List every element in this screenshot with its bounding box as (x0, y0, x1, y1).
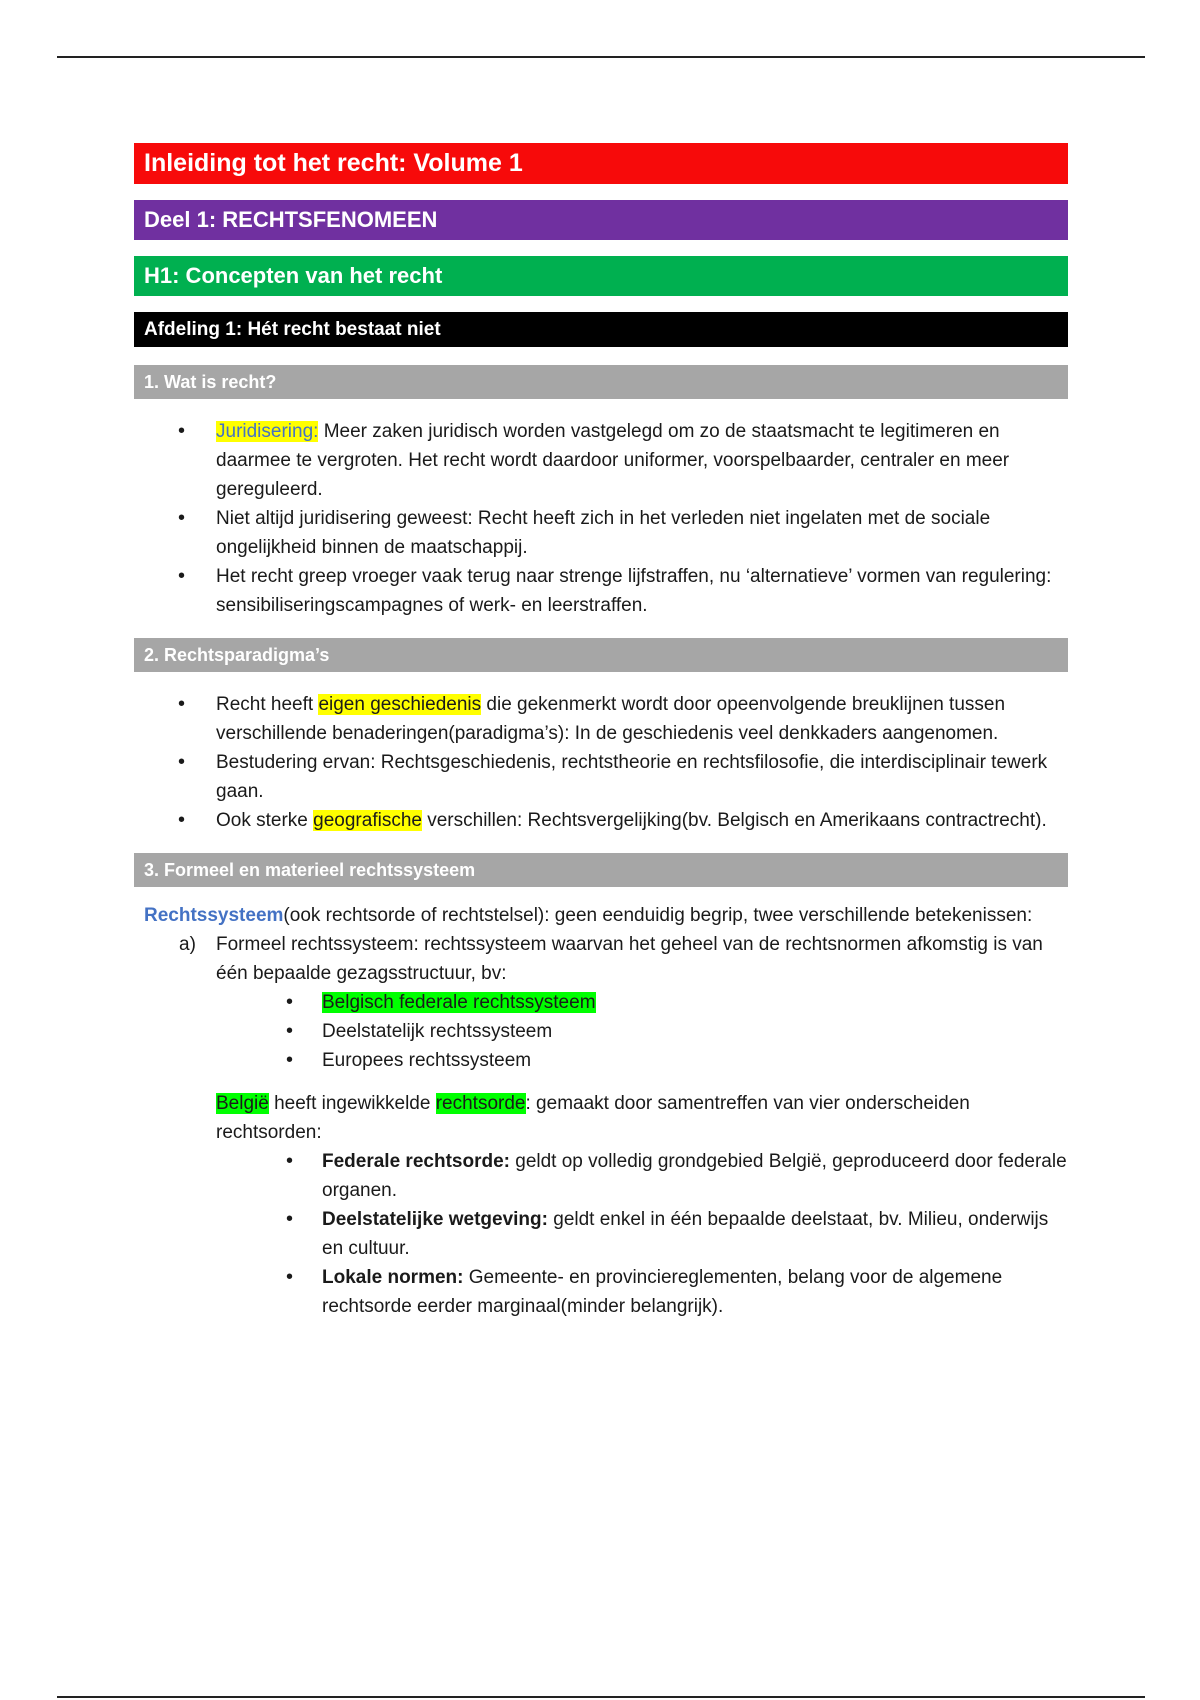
list-item (134, 417, 1068, 504)
list-item (134, 1263, 1068, 1321)
section-2-list (134, 690, 1068, 835)
list-item (134, 988, 1068, 1017)
order-label: Deelstatelijke wetgeving: (322, 1209, 548, 1230)
section-heading-3: 3. Formeel en materieel rechtssysteem (134, 853, 1068, 887)
section-heading-1: 1. Wat is recht? (134, 365, 1068, 399)
list-item: • Bestudering ervan: Rechtsgeschiedenis, rechtstheorie en rechtsfilosofie, die interdisciplinair tewerk gaan. (134, 748, 1068, 806)
list-item (134, 690, 1068, 748)
document-title: Inleiding tot het recht: Volume 1 (134, 143, 1068, 184)
list-item-text: Ook sterke (216, 810, 314, 831)
highlight-term: Belgisch federale rechtssysteem (322, 992, 596, 1013)
intro-text: (ook rechtsorde of rechtstelsel): geen eenduidig begrip, twee verschillende betekenissen: (283, 905, 1033, 926)
alpha-item-a (134, 930, 1068, 988)
order-label: Lokale normen: (322, 1267, 464, 1288)
highlight-term: eigen geschiedenis (318, 694, 482, 715)
order-text: geldt op volledig grondgebied België, geproduceerd door federale organen. (322, 1151, 1067, 1201)
top-rule (57, 56, 1145, 58)
bottom-rule (57, 1696, 1145, 1698)
highlight-term: geografische (313, 810, 422, 831)
list-item (134, 1205, 1068, 1263)
list-item-text: Recht heeft (216, 694, 319, 715)
order-label: Federale rechtsorde: (322, 1151, 510, 1172)
defined-term: Rechtssysteem (144, 905, 284, 926)
list-item-text: Meer zaken juridisch worden vastgelegd om zo de staatsmacht te legitimeren en daarmee te vergroten. Het recht wordt daardoor uniformer, voorspelbaarder, centraler en meer gereguleerd. (216, 421, 1010, 500)
part-heading: Deel 1: RECHTSFENOMEEN (134, 200, 1068, 240)
alpha-marker: a) (179, 934, 196, 955)
paragraph-text: heeft ingewikkelde (268, 1093, 436, 1114)
paragraph-text: : gemaakt door samentreffen van vier onderscheiden rechtsorden: (216, 1093, 970, 1143)
highlight-term: België (216, 1093, 269, 1114)
order-text: geldt enkel in één bepaalde deelstaat, bv. Milieu, onderwijs en cultuur. (322, 1209, 1049, 1259)
section-3-intro (134, 901, 1068, 930)
highlight-term: Juridisering: (216, 421, 319, 442)
list-item: • Deelstatelijk rechtssysteem (134, 1017, 1068, 1046)
order-text: Gemeente- en provinciereglementen, belang voor de algemene rechtsorde eerder marginaal(minder belangrijk). (322, 1267, 1003, 1317)
belgium-paragraph (134, 1089, 1068, 1147)
list-item: • Europees rechtssysteem (134, 1046, 1068, 1075)
list-item: • Het recht greep vroeger vaak terug naar strenge lijfstraffen, nu ‘alternatieve’ vormen van regulering: sensibiliseringscampagnes of werk- en leerstraffen. (134, 562, 1068, 620)
formal-systems-list (134, 988, 1068, 1075)
list-item: • Niet altijd juridisering geweest: Recht heeft zich in het verleden niet ingelaten met de sociale ongelijkheid binnen de maatschappij. (134, 504, 1068, 562)
legal-orders-list (134, 1147, 1068, 1321)
list-item (134, 806, 1068, 835)
division-heading: Afdeling 1: Hét recht bestaat niet (134, 312, 1068, 347)
list-item-text: die gekenmerkt wordt door opeenvolgende breuklijnen tussen verschillende benaderingen(paradigma’s): In de geschiedenis veel denkkaders aangenomen. (216, 694, 1006, 744)
highlight-term: rechtsorde (435, 1093, 526, 1114)
document-body (134, 143, 1068, 1321)
list-item (134, 1147, 1068, 1205)
alpha-item-text: Formeel rechtssysteem: rechtssysteem waarvan het geheel van de rechtsnormen afkomstig is van één bepaalde gezagsstructuur, bv: (216, 934, 1043, 984)
chapter-heading: H1: Concepten van het recht (134, 256, 1068, 296)
list-item-text: verschillen: Rechtsvergelijking(bv. Belgisch en Amerikaans contractrecht). (421, 810, 1047, 831)
section-1-list (134, 417, 1068, 620)
section-heading-2: 2. Rechtsparadigma’s (134, 638, 1068, 672)
